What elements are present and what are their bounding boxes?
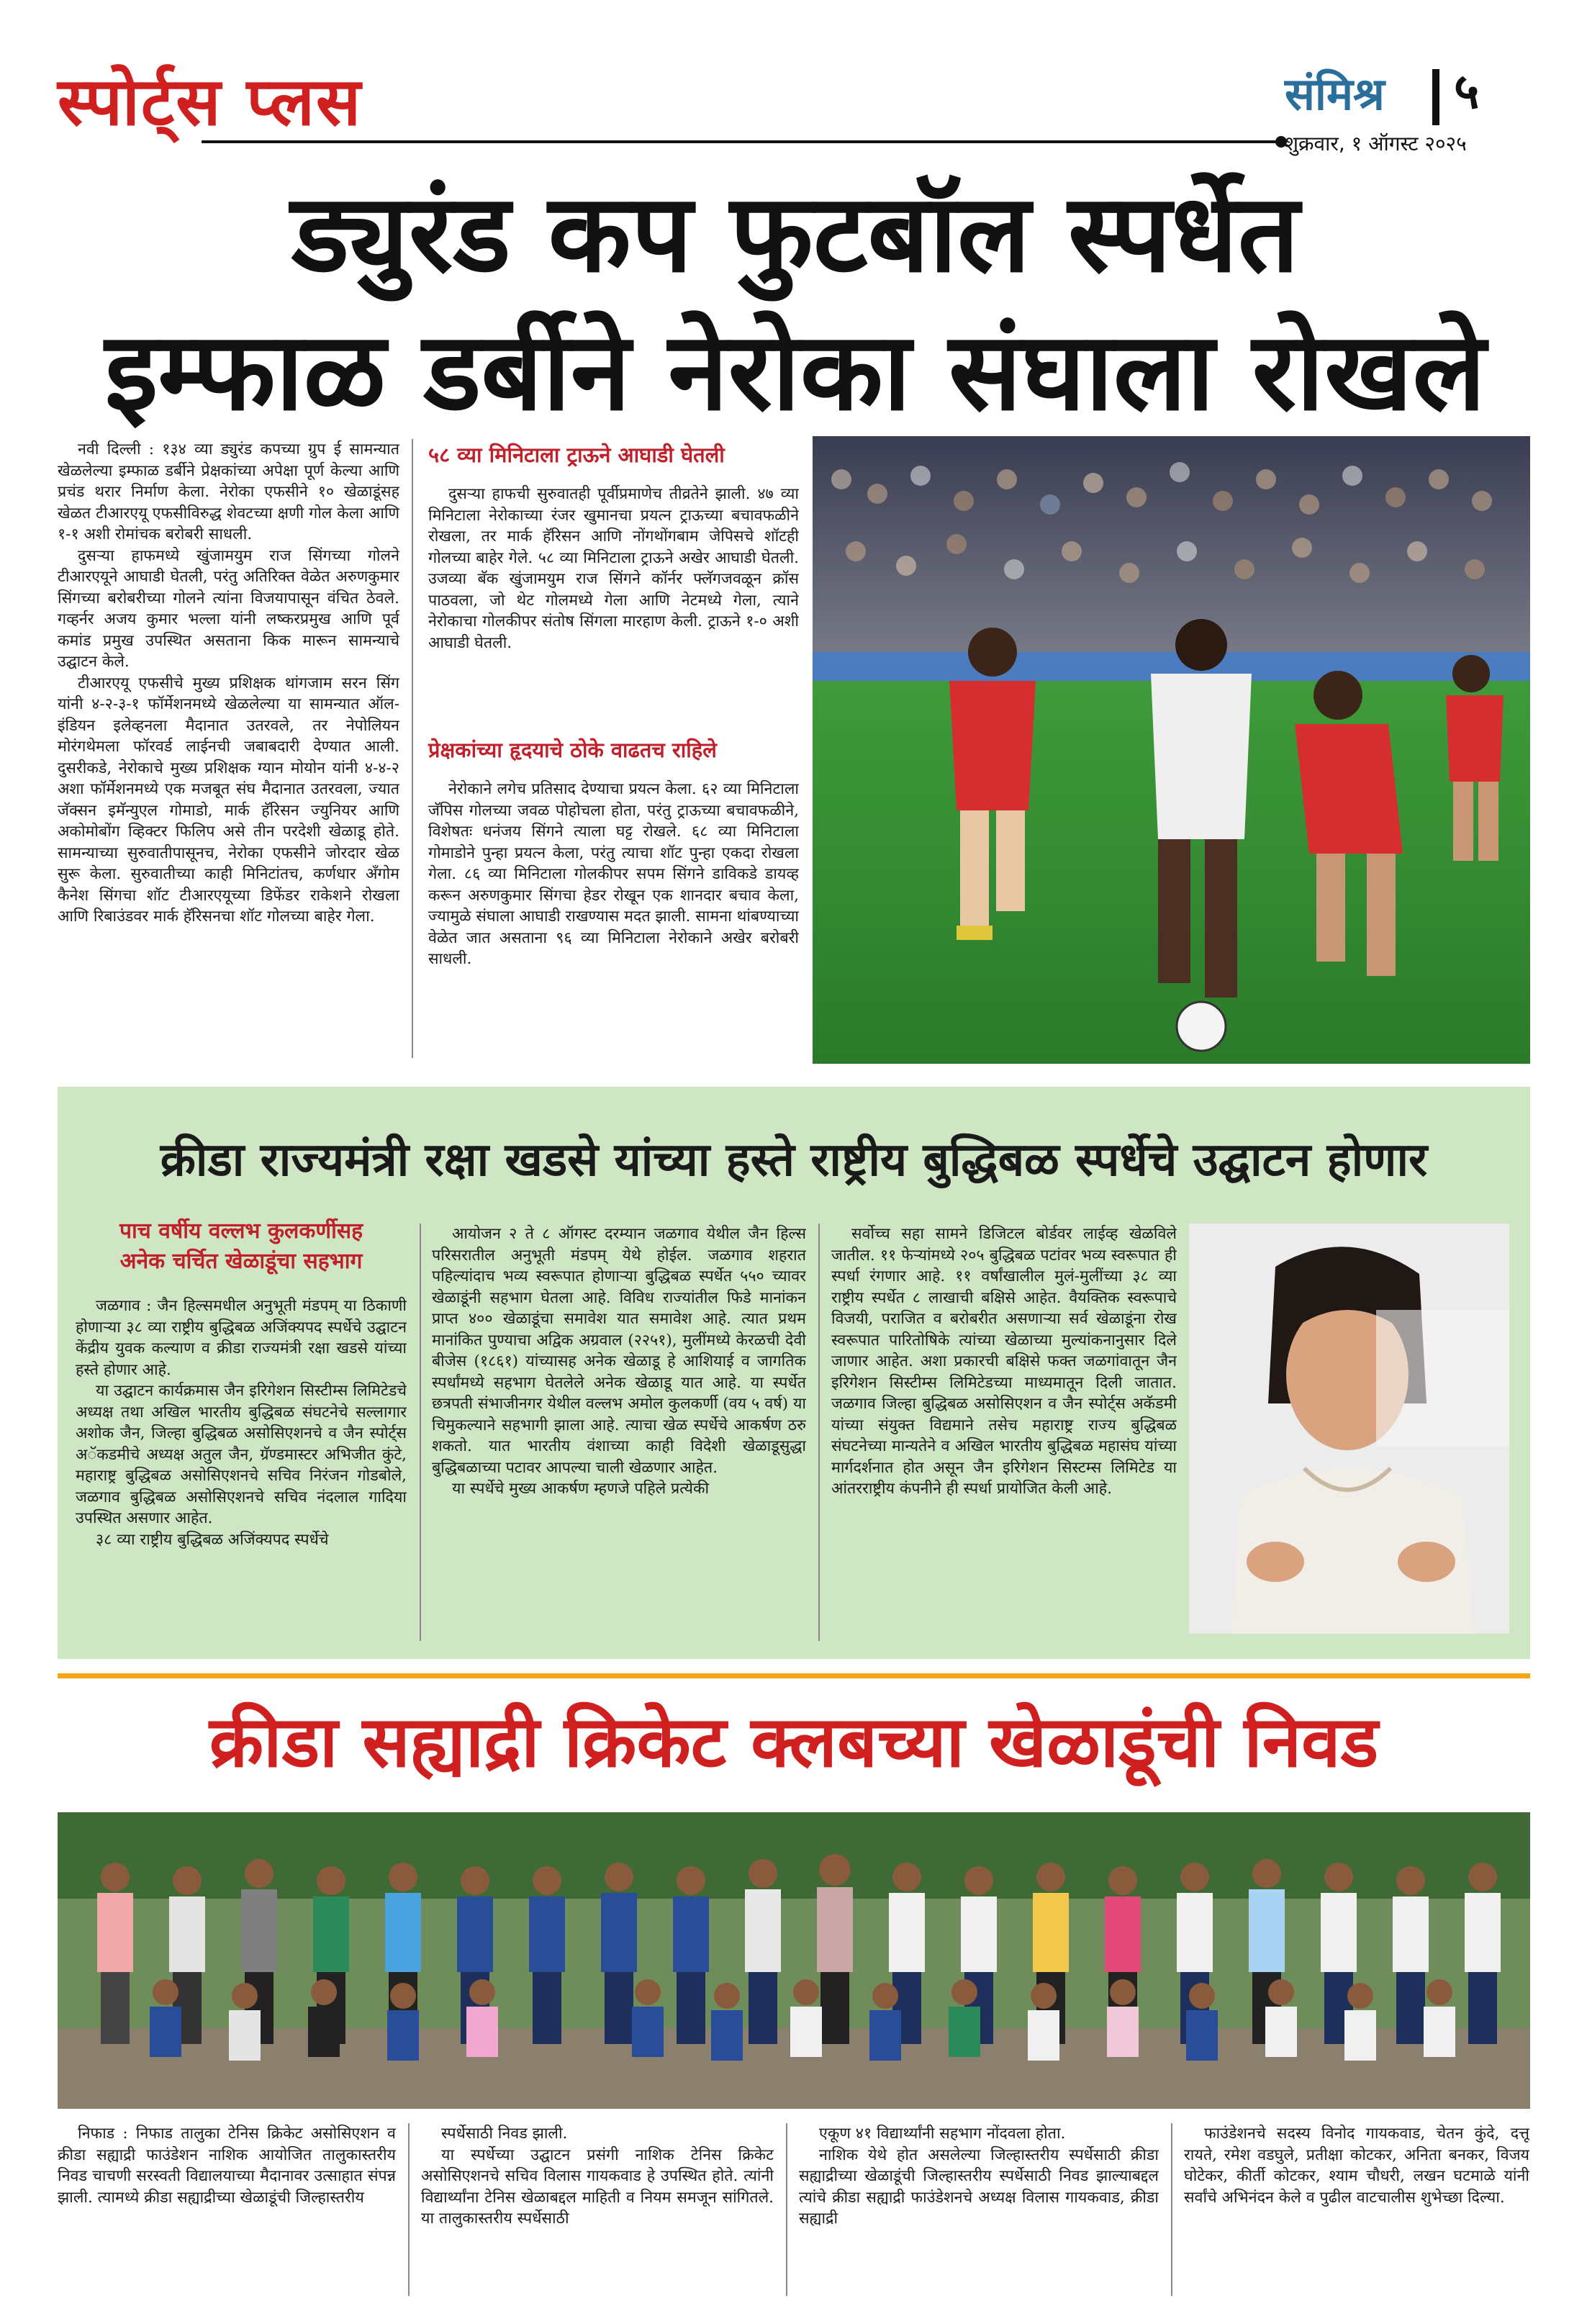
paragraph: स्पर्धेसाठी निवड झाली. [441,2125,568,2143]
story2-subhead-line1: पाच वर्षीय वल्लभ कुलकर्णीसह [119,1218,363,1244]
story1-headline-line1: ड्युरंड कप फुटबॉल स्पर्धेत [291,171,1300,297]
story3-column-2 [421,2123,774,2303]
story3-headline: क्रीडा सह्याद्री क्रिकेट क्लबच्या खेळाडूंची निवड [209,1701,1379,1783]
paragraph: जळगाव : जैन हिल्समधील अनुभूती मंडपम् या ठिकाणी होणाऱ्या ३८ व्या राष्ट्रीय बुद्धिबळ अजिंक्यपद स्पर्धेचे उद्घाटन केंद्रीय युवक कल्याण व क्रीडा राज्यमंत्री रक्षा खडसे यांच्या हस्ते होणार आहे. [76,1297,407,1379]
paragraph: दुसऱ्या हाफमध्ये खुंजामयुम राज सिंगच्या गोलने टीआरएयूने आघाडी घेतली, परंतु अतिरिक्त वेळेत अरुणकुमार सिंगच्या बरोबरीच्या गोलने त्यांना विजयापासून वंचित ठेवले. गव्हर्नर अजय कुमार भल्ला यांनी लष्करप्रमुख आणि पूर्व कमांड प्रमुख उपस्थित असताना किक मारून सामन्याचे उद्घाटन केले. [58,546,399,671]
paragraph: नाशिक येथे होत असलेल्या जिल्हास्तरीय स्पर्धेसाठी क्रीडा सह्याद्रीच्या खेळाडूंची जिल्हास्तरीय स्पर्धेसाठी निवड झाल्याबद्दल त्यांचे क्रीडा सह्याद्री फाउंडेशनचे अध्यक्ष विलास गायकवाड, क्रीडा सह्याद्री [799,2146,1159,2228]
column-rule [818,1224,820,1641]
story2-column-1 [76,1296,407,1648]
paragraph: नेरोकाने लगेच प्रतिसाद देण्याचा प्रयत्न केला. ६२ व्या मिनिटाला जॅपिस गोलच्या जवळ पोहोचला होता, परंतु ट्राऊच्या बचावफळीने, विशेषतः धनंजय सिंगने त्याला घट्ट रोखले. ६८ व्या मिनिटाला गोमाडोने पुन्हा प्रयत्न केला, परंतु त्याचा शॉट पुन्हा एकदा रोखला गेला. ८६ व्या मिनिटाला गोलकीपर सपम सिंगने डाविकडे डायव्ह करून अरुणकुमार सिंगचा हेडर रोखून एक शानदार बचाव केला, ज्यामुळे संघाला आघाडी राखण्यास मदत झाली. सामना थांबण्याच्या वेळेत जात असताना ९६ व्या मिनिटाला नेरोकाने अखेर बरोबरी साधली. [428,780,799,968]
paragraph: नवी दिल्ली : १३४ व्या ड्युरंड कपच्या ग्रुप ई सामन्यात खेळलेल्या इम्फाळ डर्बीने प्रेक्षकांच्या अपेक्षा पूर्ण केल्या आणि प्रचंड थरार निर्माण केला. नेरोका एफसीने १० खेळाडूंसह खेळत टीआरएयू एफसीविरुद्ध शेवटच्या क्षणी गोल केला आणि १-१ अशी रोमांचक बरोबरी साधली. [58,440,399,543]
football-ball [1177,1002,1226,1051]
minister-portrait-photo [1189,1224,1509,1634]
section-divider [58,1673,1530,1678]
issue-date: शुक्रवार, १ ऑगस्ट २०२५ [1285,132,1467,155]
page-number: ५ [1454,63,1480,120]
paragraph: सर्वोच्च सहा सामने डिजिटल बोर्डवर लाईव्ह खेळविले जातील. ११ फेऱ्यांमध्ये २०५ बुद्धिबळ पटांवर भव्य स्वरूपात ही स्पर्धा रंगणार आहे. ११ वर्षांखालील मुलं-मुलींच्या ३८ व्या राष्ट्रीय स्पर्धेत ८ लाखाची बक्षिसे आहेत. वैयक्तिक स्वरूपाचे विजयी, पराजित व बरोबरीत असणाऱ्या सर्व खेळाडूंना रोख स्वरूपात पारितोषिके त्यांच्या खेळाच्या मुल्यांकनानुसार दिले जाणार आहेत. अशा प्रकारची बक्षिसे फक्त जळगांवातून जैन इरिगेशन सिस्टीम्स लिमिटेडच्या माध्यमातून दिली जातात. जळगाव जिल्हा बुद्धिबळ असोसिएशन व जैन स्पोर्ट्स अकॅडमी यांच्या संयुक्त विद्यमाने तसेच महाराष्ट्र राज्य बुद्धिबळ संघटनेच्या मान्यतेने व अखिल भारतीय बुद्धिबळ महासंघ यांच्या मार्गदर्शनात होत असून जैन इरिगेशन सिस्टम्स लिमिटेड या आंतरराष्ट्रीय कंपनीने ही स्पर्धा प्रायोजित केली आहे. [831,1225,1177,1498]
column-rule [420,1224,421,1641]
story2-column-3 [831,1224,1177,1648]
paragraph: या स्पर्धेचे मुख्य आकर्षण म्हणजे पहिले प्रत्येकी [452,1480,710,1498]
story1-column-1 [58,439,399,1065]
story3-column-1 [58,2123,396,2303]
cricket-team-group-photo [58,1812,1530,2109]
column-rule [1171,2123,1172,2296]
paragraph: आयोजन २ ते ८ ऑगस्ट दरम्यान जळगाव येथील जैन हिल्स परिसरातील अनुभूती मंडपम् येथे होईल. जळगाव शहरात पहिल्यांदाच भव्य स्वरूपात होणाऱ्या बुद्धिबळ स्पर्धेत ५५० च्यावर खेळाडूंनी सहभाग घेतला आहे. विविध राज्यांतील फिडे मानांकन प्राप्त ४०० खेळाडूंचा समावेश यात समावेश आहे. त्यात प्रथम मानांकित पुण्याचा अद्विक अग्रवाल (२२५१), मुलींमध्ये केरळची देवी बीजेस (१८६१) यांच्यासह अनेक खेळाडू हे आशियाई व जागतिक स्पर्धांमध्ये सहभाग घेतलेले अनेक खेळाडू यात आहे. या स्पर्धेत छत्रपती संभाजीनगर येथील वल्लभ अमोल कुलकर्णी (वय ५ वर्ष) या चिमुकल्याने सहभागी झाला आहे. त्याचा खेळ स्पर्धेचे आकर्षण ठरु शकतो. यात भारतीय वंशाच्या काही विदेशी खेळाडूसुद्धा बुद्धिबळाच्या पटावर आपल्या चाली खेळणार आहेत. [432,1225,806,1477]
masthead-rule [202,140,1281,143]
story1-subhead-1: ५८ व्या मिनिटाला ट्राऊने आघाडी घेतली [428,443,725,467]
portrait-illustration [1189,1224,1509,1634]
paragraph: फाउंडेशनचे सदस्य विनोद गायकवाड, चेतन कुंदे, दत्तू रायते, रमेश वडघुले, प्रतीक्षा कोटकर, अनिता बनकर, विजय घोटेकर, कीर्ती कोटकर, श्याम चौधरी, लखन घटमाळे यांनी सर्वांचे अभिनंदन केले व पुढील वाटचालीस शुभेच्छा दिल्या. [1184,2125,1529,2207]
story2-column-2 [432,1224,806,1648]
column-rule [412,439,413,1058]
paragraph: निफाड : निफाड तालुका टेनिस क्रिकेट असोसिएशन व क्रीडा सह्याद्री फाउंडेशन नाशिक आयोजित तालुकास्तरीय निवड चाचणी सरस्वती विद्यालयाच्या मैदानावर उत्साहात संपन्न झाली. त्यामध्ये क्रीडा सह्याद्रीच्या खेळाडूंची जिल्हास्तरीय [58,2125,396,2207]
story3-column-4 [1184,2123,1529,2303]
brand-title: स्पोर्ट्स प्लस [58,63,363,140]
column-rule [786,2123,787,2296]
section-name: संमिश्र [1285,68,1385,120]
story1-subhead-2: प्रेक्षकांच्या हृदयाचे ठोके वाढतच राहिले [428,738,717,762]
paragraph: ३८ व्या राष्ट्रीय बुद्धिबळ अजिंक्यपद स्पर्धेचे [96,1530,329,1549]
paragraph: दुसऱ्या हाफची सुरुवातही पूर्वीप्रमाणेच तीव्रतेने झाली. ४७ व्या मिनिटाला नेरोकाच्या रंजर खुमानचा प्रयत्न ट्राऊच्या बचावफळीने रोखला, तर मार्क हॅरिसन आणि नोंगथोंगबाम जेपिसचे शॉटही गोलच्या बाहेर गेले. ५८ व्या मिनिटाला ट्राऊने अखेर आघाडी घेतली. उजव्या बॅक खुंजामयुम राज सिंगने कॉर्नर फ्लॅगजवळून क्रॉस पाठवला, जो थेट गोलमध्ये गेला आणि नेटमध्ये गेला, त्याने नेरोकाचा गोलकीपर संतोष सिंगला मारहाण केली. ट्राऊने १-० अशी आघाडी घेतली. [428,485,799,652]
paragraph: या स्पर्धेच्या उद्घाटन प्रसंगी नाशिक टेनिस क्रिकेट असोसिएशनचे सचिव विलास गायकवाड हे उपस्थित होते. त्यांनी विद्यार्थ्यांना टेनिस खेळाबद्दल माहिती व नियम समजून सांगितले. या तालुकास्तरीय स्पर्धेसाठी [421,2146,774,2228]
story2-headline: क्रीडा राज्यमंत्री रक्षा खडसे यांच्या हस्ते राष्ट्रीय बुद्धिबळ स्पर्धेचे उद्घाटन होणार [160,1134,1428,1187]
paragraph: टीआरएयू एफसीचे मुख्य प्रशिक्षक थांगजाम सरन सिंग यांनी ४-२-३-१ फॉर्मेशनमध्ये खेळलेल्या या सामन्यात ऑल-इंडियन इलेव्हनला मैदानात उतरवले, तर नेपोलियन मोरंगथेमला फॉरवर्ड लाईनची जबाबदारी देण्यात आली. दुसरीकडे, नेरोकाचे मुख्य प्रशिक्षक ग्यान मोयोन यांनी ४-४-२ अशा फॉर्मेशनमध्ये एक मजबूत संघ मैदानात उतरवला, ज्यात जॅक्सन इमॅन्युएल गोमाडो, मार्क हॅरिसन ज्युनियर आणि अकोमोबोंग व्हिक्टर फिलिप असे तीन परदेशी खेळाडू होते. सामन्याच्या सुरुवातीपासूनच, नेरोका एफसीने जोरदार खेळ सुरू केला. सुरुवातीच्या काही मिनिटांतच, कर्णधार अँगोम कैनेश सिंगचा शॉट टीआरएयूच्या डिफेंडर राकेशने रोखला आणि रिबाउंडवर मार्क हॅरिसनचा शॉट गोलच्या बाहेर गेला. [58,674,399,926]
story2-subhead [76,1216,407,1277]
story2-subhead-line2: अनेक चर्चित खेळाडूंचा सहभाग [119,1249,363,1274]
football-photo-illustration [813,436,1530,1064]
masthead-divider [1432,69,1439,125]
story3-column-3 [799,2123,1159,2303]
paragraph: या उद्घाटन कार्यक्रमास जैन इरिगेशन सिस्टीम्स लिमिटेडचे अध्यक्ष तथा अखिल भारतीय बुद्धिबळ संघटनेचे सल्लागार अशोक जैन, जिल्हा बुद्धिबळ असोसिएशनचे व जैन स्पोर्ट्स अॅकडमीचे अध्यक्ष अतुल जैन, ग्रॅण्डमास्टर अभिजीत कुंटे, महाराष्ट्र बुद्धिबळ असोसिएशनचे सचिव निरंजन गोडबोले, जळगाव बुद्धिबळ असोसिएशनचे सचिव नंदलाल गादिया उपस्थित असणार आहेत. [76,1382,407,1527]
football-match-photo [813,436,1530,1064]
paragraph: एकूण ४१ विद्यार्थ्यांनी सहभाग नोंदवला होता. [819,2125,1066,2143]
column-rule [408,2123,410,2296]
story1-headline-line2: इम्फाळ डर्बीने नेरोका संघाला रोखले [104,309,1486,435]
story1-column-2a [428,484,799,728]
group-photo-illustration [58,1812,1530,2109]
story1-column-2b [428,779,799,1065]
